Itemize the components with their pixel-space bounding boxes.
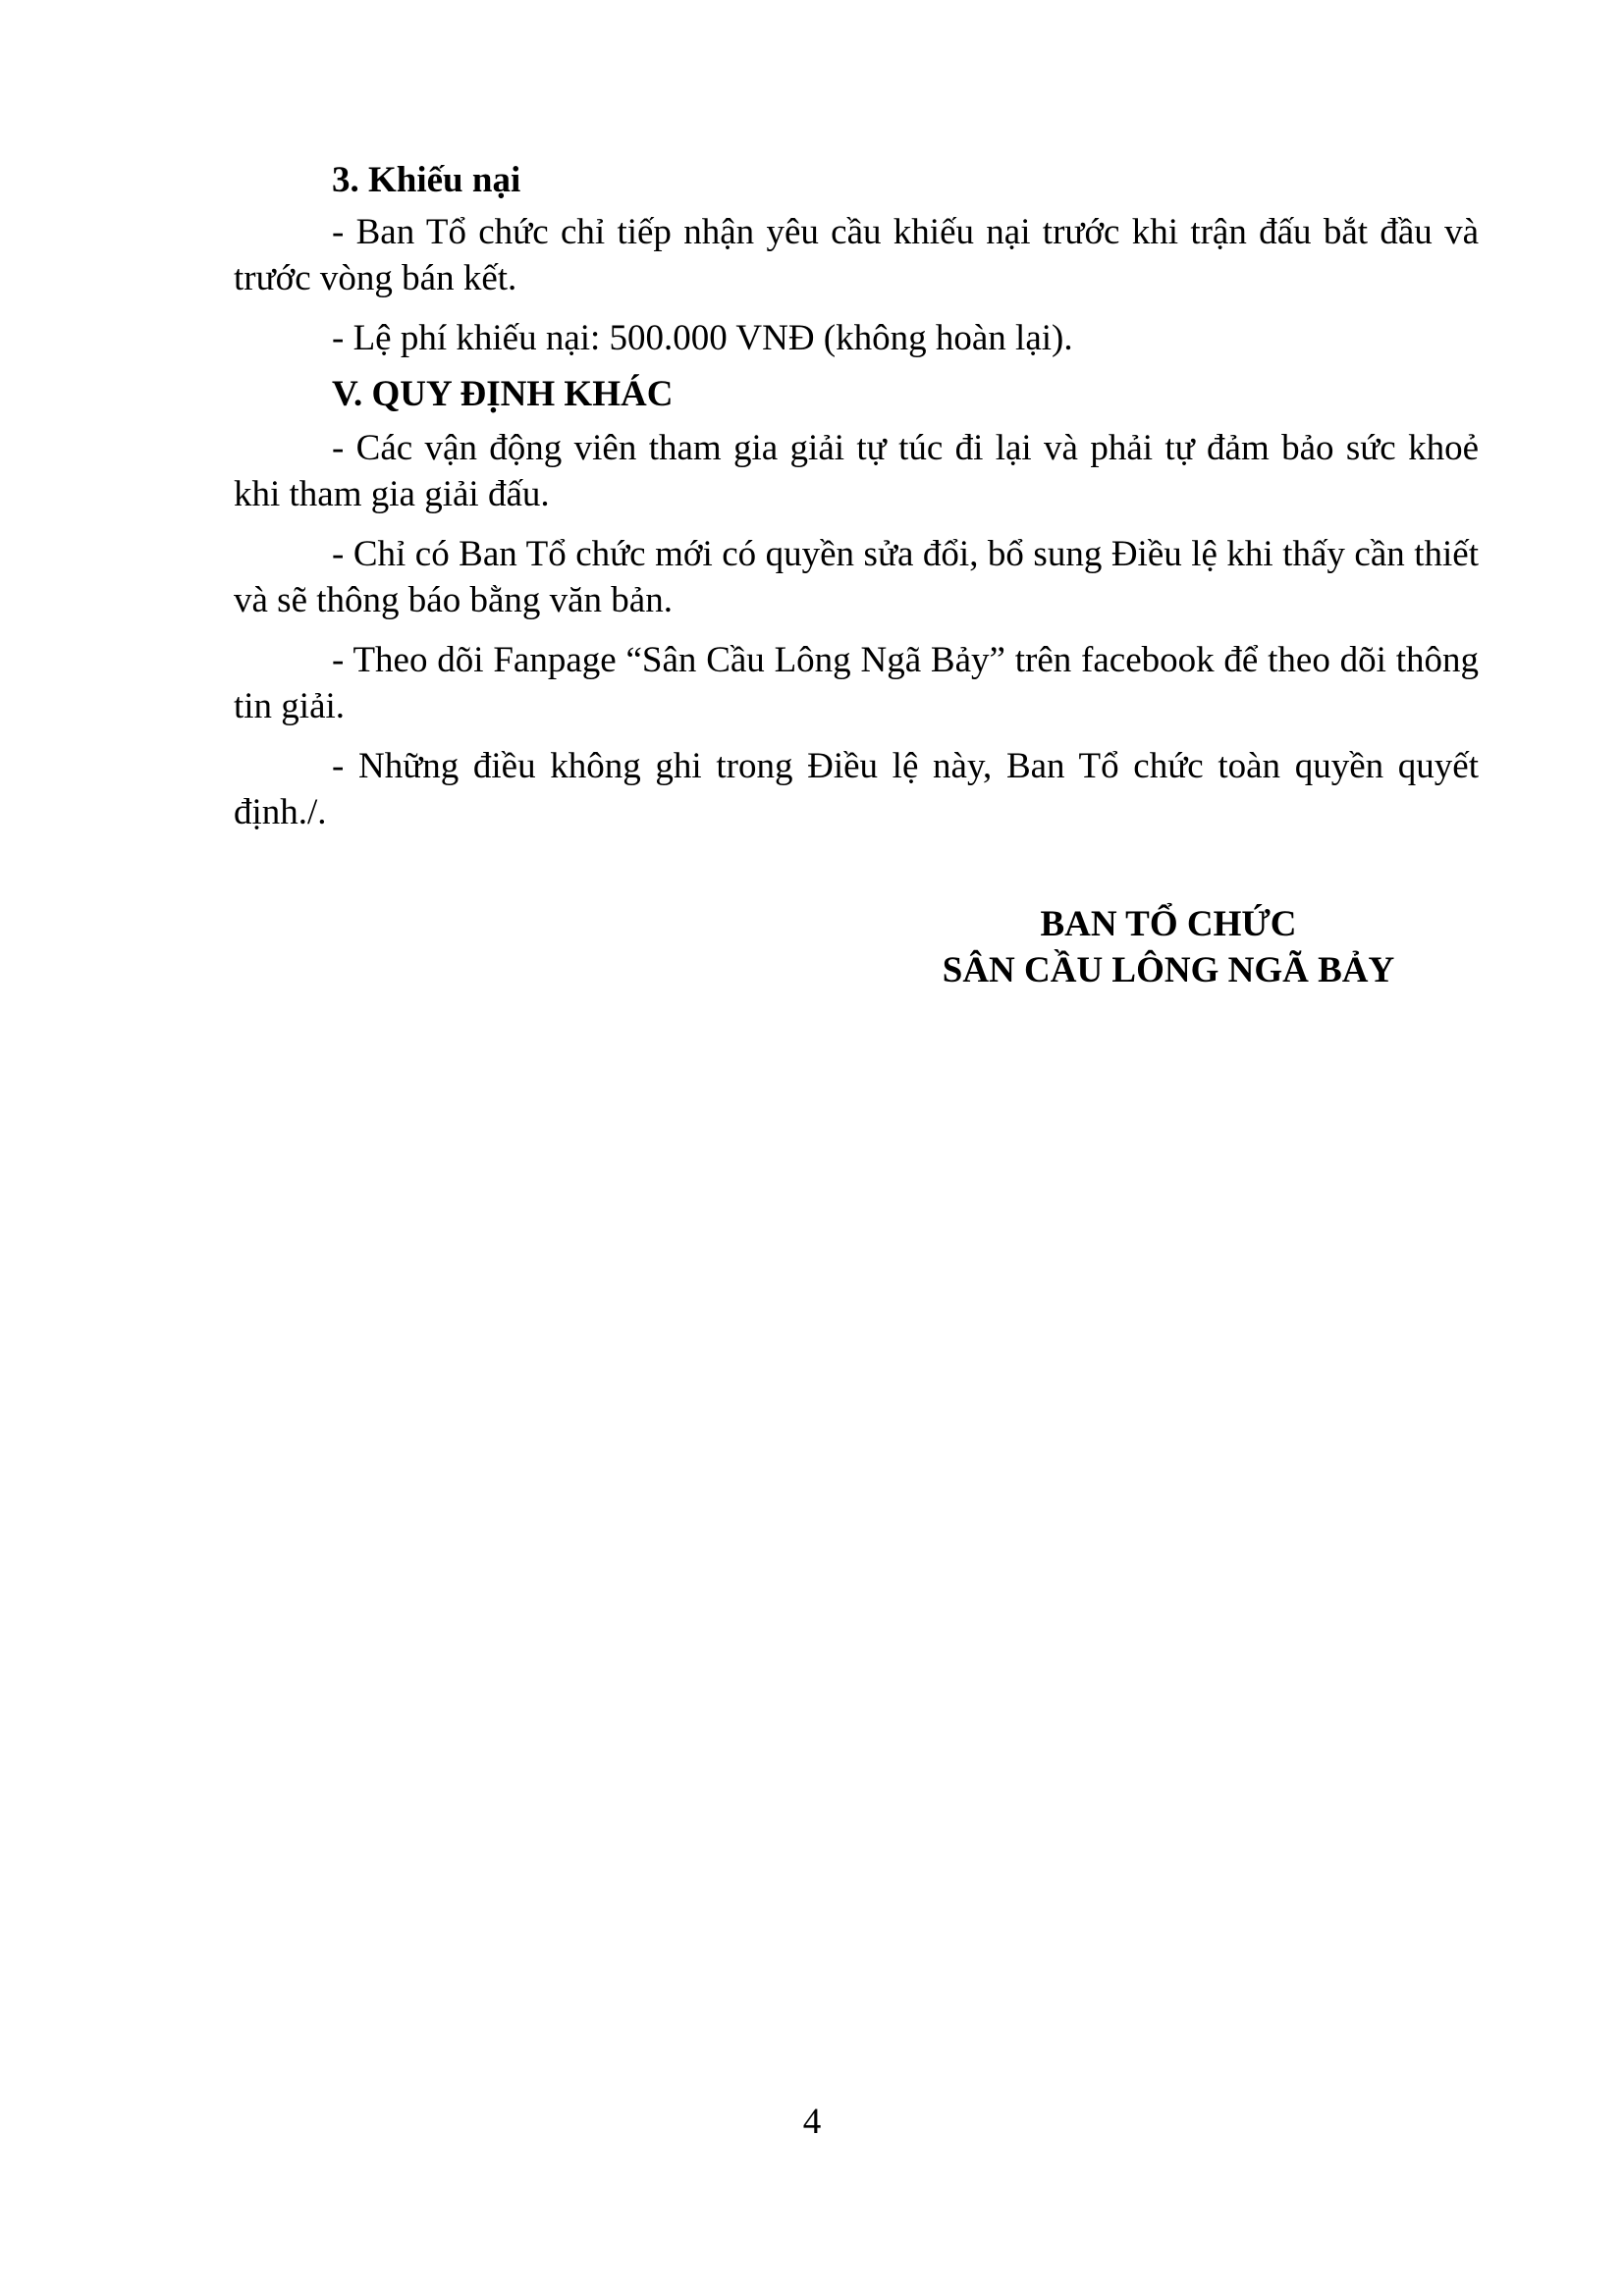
- paragraph-fanpage-follow: - Theo dõi Fanpage “Sân Cầu Lông Ngã Bảy” trên facebook để theo dõi thông tin giải.: [234, 640, 1479, 726]
- page-number: 4: [802, 2102, 822, 2142]
- section-heading-other-rules: V. QUY ĐỊNH KHÁC: [332, 374, 674, 414]
- paragraph-complaint-fee: - Lệ phí khiếu nại: 500.000 VNĐ (không hoàn lại).: [332, 318, 1073, 358]
- paragraph-organizer-authority: - Những điều không ghi trong Điều lệ này, Ban Tổ chức toàn quyền quyết định./.: [234, 746, 1479, 832]
- document-body: [234, 147, 1479, 849]
- paragraph-athlete-responsibility: - Các vận động viên tham gia giải tự túc đi lại và phải tự đảm bảo sức khoẻ khi tham gia giải đấu.: [234, 428, 1479, 514]
- signature-block: [864, 901, 1473, 993]
- paragraph-complaint-acceptance: - Ban Tổ chức chỉ tiếp nhận yêu cầu khiếu nại trước khi trận đấu bắt đầu và trước vòng bán kết.: [234, 212, 1479, 298]
- signature-venue: SÂN CẦU LÔNG NGÃ BẢY: [942, 950, 1395, 990]
- signature-organizer: BAN TỔ CHỨC: [1040, 904, 1297, 944]
- section-heading-complaint: 3. Khiếu nại: [332, 160, 521, 200]
- paragraph-amendment-rights: - Chỉ có Ban Tổ chức mới có quyền sửa đổi, bổ sung Điều lệ khi thấy cần thiết và sẽ thông báo bằng văn bản.: [234, 534, 1479, 620]
